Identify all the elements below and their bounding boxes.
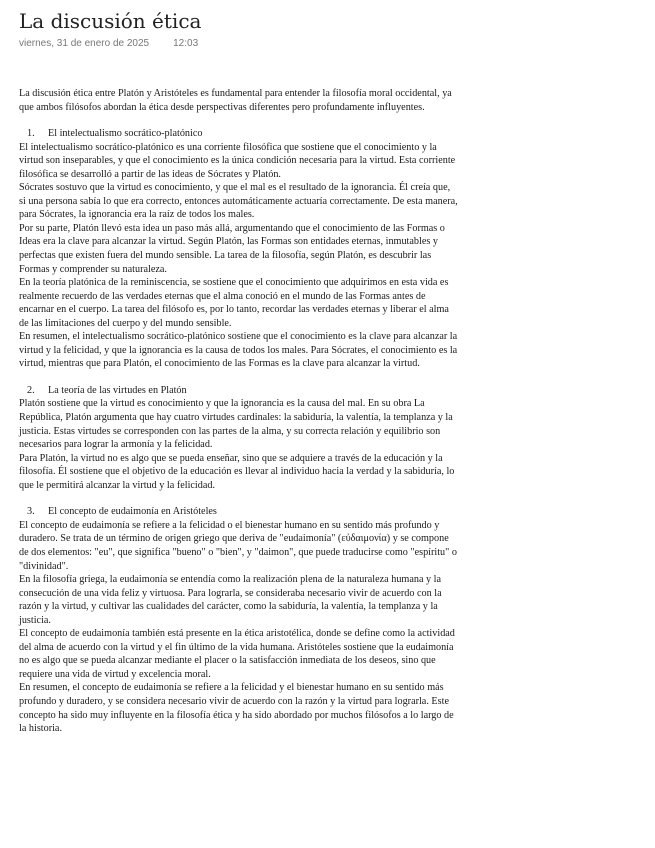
body-paragraph: En resumen, el intelectualismo socrático-platónico sostiene que el conocimiento es la clave para alcanzar la virtud y la felicidad, y que la ignorancia es la causa de todos los males. Para Sócrates, el conocimiento es la virtud, mientras que para Platón, el conocimiento de las Formas es la clave para alcanzar la virtud. [19, 331, 458, 370]
body-paragraph: El concepto de eudaimonía también está presente en la ética aristotélica, donde se define como la actividad del alma de acuerdo con la virtud y el fin último de la vida humana. Aristóteles sostiene que la eudaimonía no es algo que se pueda alcanzar mediante el placer o la satisfacción inmediata de los deseos, sino que requiere una vida de virtud y excelencia moral. [19, 628, 455, 680]
note-time: 12:03 [173, 38, 199, 49]
body-paragraph: En resumen, el concepto de eudaimonía se refiere a la felicidad y el bienestar humano en su sentido más profundo y duradero, y se considera necesario vivir de acuerdo con la razón y la virtud para lograrla. Este concepto ha sido muy influyente en la filosofía ética y ha sido abordado por muchos filósofos a lo largo de la historia. [19, 682, 454, 735]
note-body[interactable] [19, 87, 459, 736]
body-paragraph: En la teoría platónica de la reminiscencia, se sostiene que el conocimiento que adquirimos en esta vida es realmente recuerdo de las verdades eternas que el alma conoció en el mundo de las Formas antes de encarnar en el cuerpo. La tarea del filósofo es, por lo tanto, recordar las verdades eternas y liberar el alma de las limitaciones del cuerpo y del mundo sensible. [19, 277, 449, 329]
list-number: 2. [27, 384, 35, 396]
body-paragraph: En la filosofía griega, la eudaimonía se entendía como la realización plena de la naturaleza humana y la consecución de una vida feliz y virtuosa. Para lograrla, se consideraba necesario vivir de acuerdo con la razón y la virtud, y cultivar las cualidades del carácter, como la sabiduría, la valentía, la templanza y la justicia. [19, 574, 442, 626]
section-title: El intelectualismo socrático-platónico [48, 128, 203, 140]
section-heading [19, 505, 459, 519]
body-paragraph: Por su parte, Platón llevó esta idea un paso más allá, argumentando que el conocimiento de las Formas o Ideas era la clave para alcanzar la virtud. Según Platón, las Formas son entidades eternas, inmutables y perfectas que existen fuera del mundo sensible. La tarea de la filosofía, según Platón, es descubrir las Formas y comprender su naturaleza. [19, 222, 445, 275]
intro-paragraph: La discusión ética entre Platón y Aristóteles es fundamental para entender la filosofía moral occidental, ya que ambos filósofos abordan la ética desde perspectivas diferentes pero profundamente influyentes. [19, 88, 452, 113]
body-paragraph: Platón sostiene que la virtud es conocimiento y que la ignorancia es la causa del mal. En su obra La República, Platón argumenta que hay cuatro virtudes cardinales: la sabiduría, la valentía, la templanza y la justicia. Estas virtudes se corresponden con las partes de la alma, y su correcta relación y equilibrio son necesarios para lograr la armonía y la felicidad. [19, 398, 453, 451]
section-heading [19, 384, 459, 398]
section-heading [19, 127, 459, 141]
body-paragraph: El intelectualismo socrático-platónico es una corriente filosófica que sostiene que el conocimiento y la virtud son inseparables, y que el conocimiento es la única condición necesaria para la virtud. Esta corriente filosófica se desarrolló a partir de las ideas de Sócrates y Platón. [19, 141, 456, 180]
section-title: El concepto de eudaimonía en Aristóteles [48, 506, 217, 518]
note-date: viernes, 31 de enero de 2025 [19, 38, 150, 49]
body-paragraph: El concepto de eudaimonía se refiere a la felicidad o el bienestar humano en su sentido más profundo y duradero. Se trata de un término de origen griego que deriva de "eudaimonía" (εὐδαιμονία) y se compone de dos elementos: "eu", que significa "bueno" o "bien", y "daimon", que puede traducirse como "espíritu" o "divinidad". [19, 519, 457, 572]
list-number: 3. [27, 506, 35, 518]
section-title: La teoría de las virtudes en Platón [48, 384, 187, 396]
note-title[interactable]: La discusión ética [19, 9, 202, 33]
note-metadata [19, 38, 459, 49]
body-paragraph: Para Platón, la virtud no es algo que se pueda enseñar, sino que se adquiere a través de la educación y la filosofía. Él sostiene que el objetivo de la educación es llevar al individuo hacia la verdad y la sabiduría, lo que le permitirá alcanzar la virtud y la felicidad. [19, 452, 455, 491]
list-number: 1. [27, 128, 35, 140]
body-paragraph: Sócrates sostuvo que la virtud es conocimiento, y que el mal es el resultado de la ignorancia. Él creía que, si una persona sabía lo que era correcto, entonces automáticamente actuaría correctamente. De esta manera, para Sócrates, la ignorancia era la raíz de todos los males. [19, 182, 458, 221]
note-page [19, 8, 459, 736]
